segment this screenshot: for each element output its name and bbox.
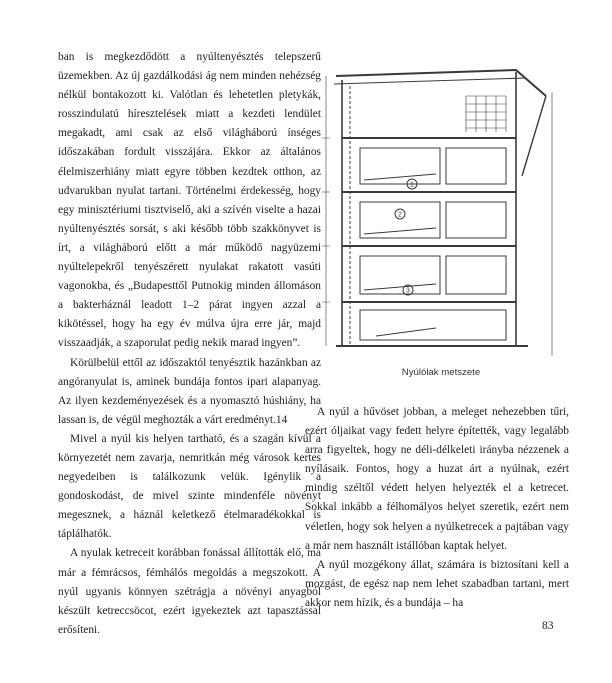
right-text-column <box>305 403 569 613</box>
figure-label-3: 3 <box>406 287 410 295</box>
figure-caption: Nyúlólak metszete <box>401 367 481 378</box>
paragraph: A nyulak ketreceit korábban fonással állították elő, ma már a fémrácsos, fémhálós megoldás a megszokott. A nyúl ugyanis könnyen szétrágja a növényi anyagból készült ketreccsöcot, ezért igyekeztek azt tapasztással erősíteni. <box>58 547 321 636</box>
left-text-column <box>58 48 321 640</box>
figure-label-2: 2 <box>398 211 402 219</box>
page-number: 83 <box>542 620 554 632</box>
paragraph: Körülbelül ettől az időszaktól tenyésztik hazánkban az angóranyulat is, aminek bundája fontos ipari alapanyag. Az ilyen kezdeményezések és a nyomasztó húshiány, ha lassan is, de végül meghozták a várt eredményt.14 <box>58 356 321 426</box>
paragraph: Mivel a nyúl kis helyen tartható, és a szagán kívül a környezetét nem zavarja, nemritkán még városok kertes negyedeiben is találkozunk velük. Igénylik a gondoskodást, de mivel szinte mindenféle növényt megesznek, a háznál keletkező ételmaradékokkal is táplálhatók. <box>58 432 321 541</box>
rabbit-hutch-section-drawing <box>316 56 566 360</box>
paragraph: ban is megkezdődött a nyúltenyésztés telepszerű üzemekben. Az új gazdálkodási ág nem minden nehézség nélkül bontakozott ki. Valótlan és lehetetlen pletykák, rosszindulatú híresztelések miatt a kezdeti lendület megakadt, ami csak az első világháború ínséges időszakában fordult visszájára. Ekkor az általános élelmiszerhiány miatt egyre többen kezdtek otthon, az udvarukban nyulat tartani. Történelmi érdekesség, hogy egy minisztériumi tisztviselő, aki a szívén viselte a hazai nyúltenyésztés sorsát, s aki később több szakkönyvet is írt, a világháború előtt a már működő nagyüzemi nyúltelepekről tenyészérett nyulakat rakatott vasúti vagonokba, és „Budapesttől Putnokig minden állomáson a bakterháznál leadott 1–2 párat ingyen azzal a kikötéssel, hogy ha egy év múlva újra erre jár, majd visszaadják, a szaporulat pedig nekik marad ingyen”. <box>58 51 321 350</box>
hutch-drawing-svg <box>316 56 566 360</box>
paragraph: A nyúl a hűvöset jobban, a meleget nehezebben tűri, ezért óljaikat vagy fedett helyre építették, vagy legalább arra figyeltek, hogy ne déli-délkeleti irányba nézzenek a nyílásaik. Fontos, hogy a huzat árt a nyúlnak, ezért mindig széltől védett helyen helyezték el a ketrecet. Sokkal inkább a félhomályos helyet szeretik, ezért nem véletlen, hogy sok helyen a nyúlketrecek a pajtában vagy a már nem használt istállóban kaptak helyet. <box>305 406 569 552</box>
figure-label-1: 1 <box>410 181 414 189</box>
paragraph: A nyúl mozgékony állat, számára is biztosítani kell a mozgást, de egész nap nem lehet szabadban tartani, mert akkor nem hízik, és a bundája – ha <box>305 558 569 609</box>
